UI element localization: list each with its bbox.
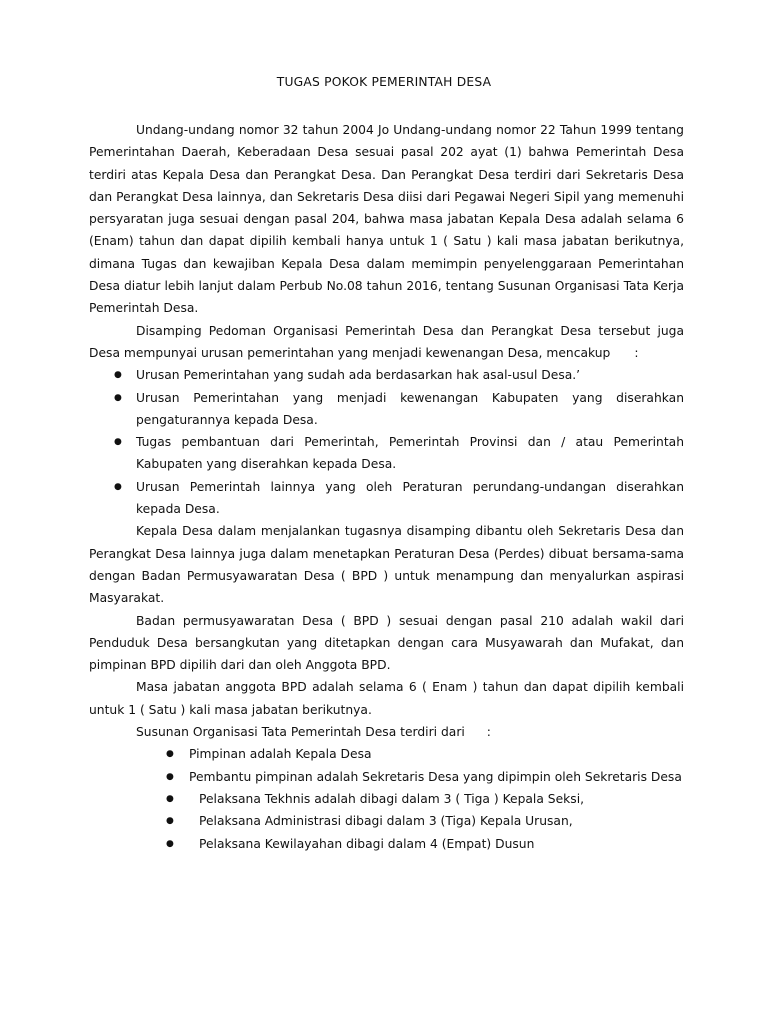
paragraph-kepala-desa: Kepala Desa dalam menjalankan tugasnya disamping dibantu oleh Sekretaris Desa dan Perangkat Desa lainnya juga dalam menetapkan Peraturan Desa (Perdes) dibuat bersama-sama dengan Badan Permusyawaratan Desa ( BPD ) untuk menampung dan menyalurkan aspirasi Masyarakat.: [89, 524, 684, 606]
list-item: [89, 810, 684, 832]
bullet-icon: ●: [114, 370, 122, 381]
bullet-icon: ●: [166, 816, 174, 827]
list-item-text: Urusan Pemerintah lainnya yang oleh Peraturan perundang-undangan diserahkan kepada Desa.: [136, 479, 684, 517]
bullet-icon: ●: [114, 481, 122, 492]
list-item-text: Urusan Pemerintahan yang menjadi kewenangan Kabupaten yang diserahkan pengaturannya kepada Desa.: [136, 390, 684, 427]
bullet-icon: ●: [114, 437, 122, 448]
paragraph-bpd: Badan permusyawaratan Desa ( BPD ) sesuai dengan pasal 210 adalah wakil dari Penduduk Desa bersangkutan yang ditetapkan dengan cara Musyawarah dan Mufakat, dan pimpinan BPD dipilih dari dan oleh Anggota BPD.: [89, 613, 684, 673]
list-item: [89, 788, 684, 810]
bullet-icon: ●: [166, 749, 174, 760]
paragraph-undang-undang: Undang-undang nomor 32 tahun 2004 Jo Undang-undang nomor 22 Tahun 1999 tentang Pemerintahan Daerah, Keberadaan Desa sesuai pasal 202 ayat (1) bahwa Pemerintah Desa terdiri atas Kepala Desa dan Perangkat Desa. Dan Perangkat Desa terdiri dari Sekretaris Desa dan Perangkat Desa lainnya, dan Sekretaris Desa diisi dari Pegawai Negeri Sipil yang memenuhi persyaratan juga sesuai dengan pasal 204, bahwa masa jabatan Kepala Desa adalah selama 6 (Enam) tahun dan dapat dipilih kembali hanya untuk 1 ( Satu ) kali masa jabatan berikutnya, dimana Tugas dan kewajiban Kepala Desa dalam memimpin penyelenggaraan Pemerintahan Desa diatur lebih lanjut dalam Perbub No.08 tahun 2016, tentang Susunan Organisasi Tata Kerja Pemerintah Desa.: [89, 123, 684, 316]
document-body: [89, 119, 684, 855]
paragraph-masa-jabatan: Masa jabatan anggota BPD adalah selama 6 ( Enam ) tahun dan dapat dipilih kembali untuk 1 ( Satu ) kali masa jabatan berikutnya.: [89, 680, 684, 717]
bullet-icon: ●: [166, 838, 174, 849]
paragraph-susunan-text: Susunan Organisasi Tata Pemerintah Desa terdiri dari: [136, 725, 465, 740]
paragraph-susunan-colon: :: [486, 725, 491, 740]
document-title: TUGAS POKOK PEMERINTAH DESA: [276, 75, 492, 89]
list-item: [89, 743, 684, 765]
list-item-text: Pelaksana Administrasi dibagi dalam 3 (Tiga) Kepala Urusan,: [199, 814, 573, 829]
list-item: [89, 833, 684, 855]
bullet-icon: ●: [166, 771, 174, 782]
list-item: [89, 364, 684, 386]
list-item-text: Tugas pembantuan dari Pemerintah, Pemerintah Provinsi dan / atau Pemerintah Kabupaten yang diserahkan kepada Desa.: [136, 435, 684, 472]
paragraph-disamping-text: Disamping Pedoman Organisasi Pemerintah Desa dan Perangkat Desa tersebut juga Desa mempunyai urusan pemerintahan yang menjadi kewenangan Desa, mencakup: [89, 323, 684, 360]
paragraph-disamping: [89, 320, 684, 365]
list-item: [89, 431, 684, 476]
susunan-list: [89, 743, 684, 854]
list-item-text: Pimpinan adalah Kepala Desa: [189, 747, 372, 762]
bullet-icon: ●: [166, 793, 174, 804]
list-item-text: Urusan Pemerintahan yang sudah ada berdasarkan hak asal-usul Desa.’: [136, 368, 581, 383]
bullet-icon: ●: [114, 392, 122, 403]
list-item-text: Pembantu pimpinan adalah Sekretaris Desa yang dipimpin oleh Sekretaris Desa: [189, 769, 682, 784]
paragraph-disamping-colon: :: [634, 345, 639, 360]
urusan-list: [89, 364, 684, 520]
list-item: [89, 766, 684, 788]
list-item: [89, 476, 684, 521]
paragraph-susunan: [89, 721, 684, 743]
list-item-text: Pelaksana Tekhnis adalah dibagi dalam 3 ( Tiga ) Kepala Seksi,: [199, 791, 585, 806]
list-item: [89, 387, 684, 432]
list-item-text: Pelaksana Kewilayahan dibagi dalam 4 (Empat) Dusun: [199, 836, 535, 851]
